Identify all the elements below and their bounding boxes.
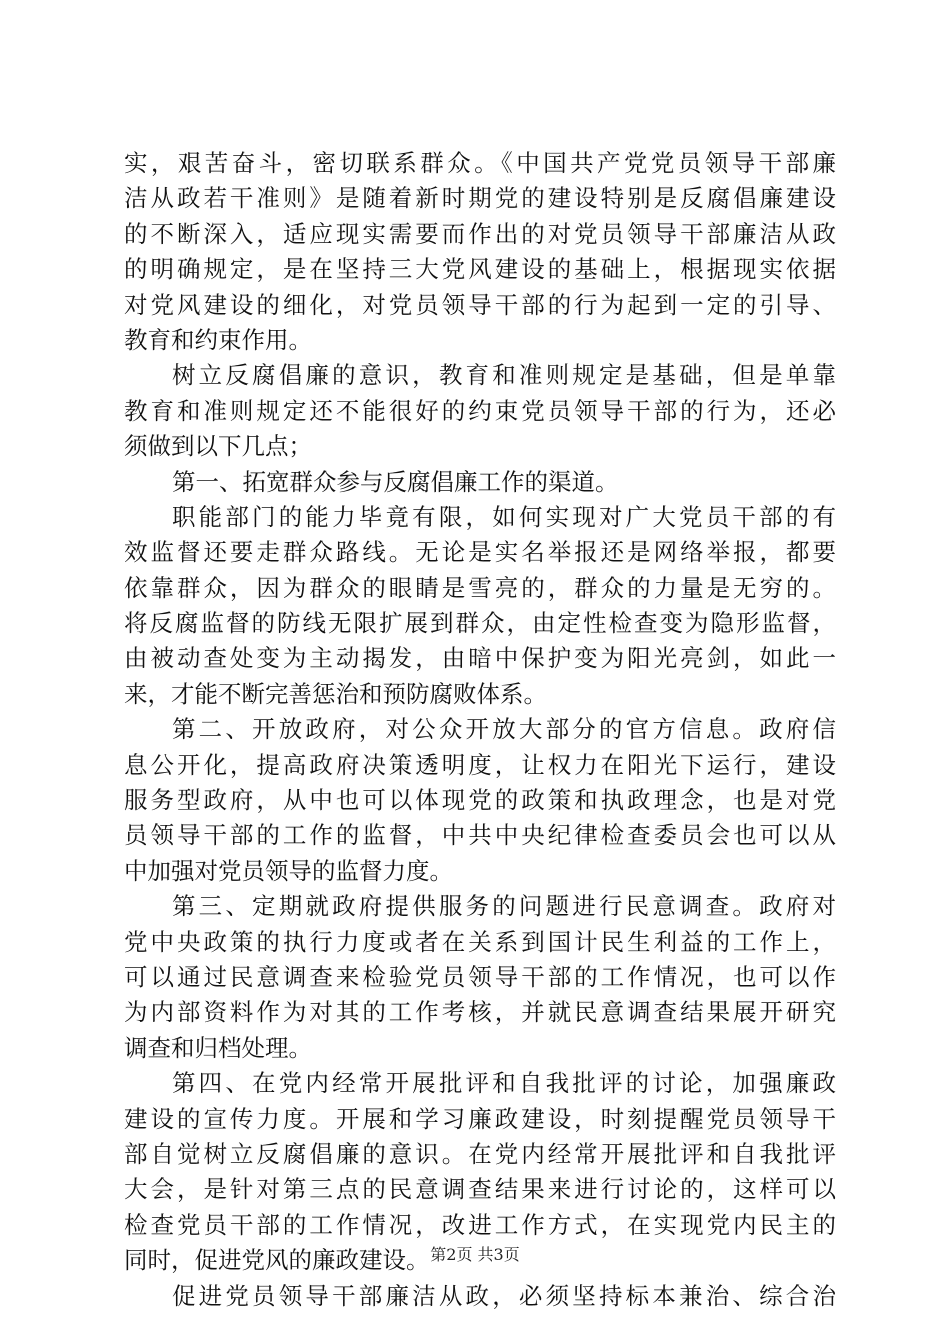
text-line: 将反腐监督的防线无限扩展到群众，由定性检查变为隐形监督， [124, 609, 836, 638]
text-line: 教育和约束作用。 [124, 325, 312, 354]
text-line: 中加强对党员领导的监督力度。 [124, 856, 453, 885]
paragraph [124, 1279, 836, 1314]
text-line: 效监督还要走群众路线。无论是实名举报还是网络举报，都要 [124, 538, 836, 567]
text-line: 检查党员干部的工作情况，改进工作方式，在实现党内民主的 [124, 1210, 836, 1239]
text-line: 员领导干部的工作的监督，中共中央纪律检查委员会也可以从 [124, 821, 836, 850]
text-line: 树立反腐倡廉的意识，教育和准则规定是基础，但是单靠 [172, 361, 836, 390]
paragraph [124, 358, 836, 464]
paragraph [124, 889, 836, 1066]
text-line: 促进党员领导干部廉洁从政，必须坚持标本兼治、综合治 [172, 1281, 836, 1310]
text-line: 大会，是针对第三点的民意调查结果来进行讨论的，这样可以 [124, 1175, 836, 1204]
text-line: 第一、拓宽群众参与反腐倡廉工作的渠道。 [172, 467, 619, 496]
text-line: 洁从政若干准则》是随着新时期党的建设特别是反腐倡廉建设 [124, 184, 836, 213]
text-line: 第四、在党内经常开展批评和自我批评的讨论，加强廉政 [172, 1069, 836, 1098]
text-line: 由被动查处变为主动揭发，由暗中保护变为阳光亮剑，如此一 [124, 644, 836, 673]
text-line: 部自觉树立反腐倡廉的意识。在党内经常开展批评和自我批评 [124, 1139, 836, 1168]
text-line: 息公开化，提高政府决策透明度，让权力在阳光下运行，建设 [124, 750, 836, 779]
text-line: 服务型政府，从中也可以体现党的政策和执政理念，也是对党 [124, 786, 836, 815]
text-line: 的明确规定，是在坚持三大党风建设的基础上，根据现实依据 [124, 255, 836, 284]
paragraph [124, 146, 836, 358]
text-line: 为内部资料作为对其的工作考核，并就民意调查结果展开研究 [124, 998, 836, 1027]
text-line: 职能部门的能力毕竟有限，如何实现对广大党员干部的有 [172, 502, 836, 531]
text-line: 建设的宣传力度。开展和学习廉政建设，时刻提醒党员领导干 [124, 1104, 836, 1133]
paragraph [124, 712, 836, 889]
text-line: 须做到以下几点； [124, 432, 312, 461]
text-line: 来，才能不断完善惩治和预防腐败体系。 [124, 679, 547, 708]
paragraph [124, 465, 836, 500]
text-line: 同时，促进党风的廉政建设。 [124, 1246, 430, 1275]
text-line: 的不断深入，适应现实需要而作出的对党员领导干部廉洁从政 [124, 219, 836, 248]
text-line: 教育和准则规定还不能很好的约束党员领导干部的行为，还必 [124, 396, 836, 425]
text-line: 党中央政策的执行力度或者在关系到国计民生利益的工作上， [124, 927, 836, 956]
text-line: 第三、定期就政府提供服务的问题进行民意调查。政府对 [172, 892, 836, 921]
paragraph [124, 500, 836, 712]
text-line: 依靠群众，因为群众的眼睛是雪亮的，群众的力量是无穷的。 [124, 573, 836, 602]
text-line: 对党风建设的细化，对党员领导干部的行为起到一定的引导、 [124, 290, 836, 319]
page-footer: 第2页 共3页 [430, 1245, 520, 1264]
text-line: 实，艰苦奋斗，密切联系群众。《中国共产党党员领导干部廉 [124, 149, 836, 177]
text-line: 调查和归档处理。 [124, 1033, 312, 1062]
text-line: 第二、开放政府，对公众开放大部分的官方信息。政府信 [172, 715, 836, 744]
document-body [124, 146, 836, 1314]
text-line: 可以通过民意调查来检验党员领导干部的工作情况，也可以作 [124, 962, 836, 991]
